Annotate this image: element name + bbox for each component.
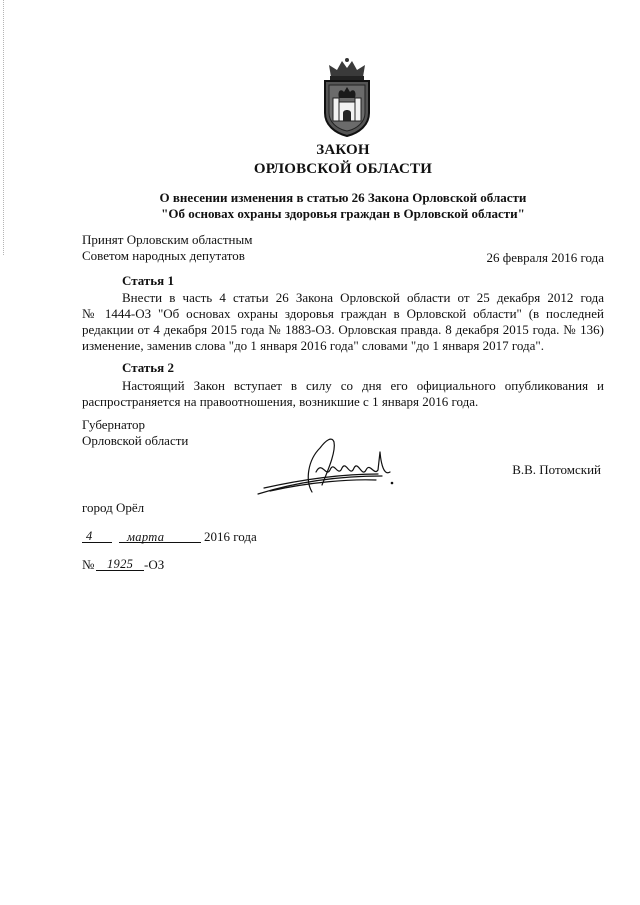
handwritten-signature — [250, 430, 400, 500]
article-1-line: редакции от 4 декабря 2015 года № 1883-ОЗ. Орловская правда. 8 декабря 2015 года. № 136) — [82, 322, 604, 337]
signatory-title-line1: Губернатор — [82, 417, 145, 432]
law-region: ОРЛОВСКОЙ ОБЛАСТИ — [253, 161, 433, 177]
law-number: 1925 — [107, 557, 134, 571]
signing-day: 4 — [86, 529, 93, 543]
law-subtitle-line2: "Об основах охраны здоровья граждан в Орловской области" — [161, 206, 525, 221]
law-number-prefix: № — [82, 557, 95, 572]
scan-edge-artifact — [3, 0, 4, 255]
signing-year: 2016 года — [204, 529, 257, 544]
article-1-line: изменение, заменив слова "до 1 января 2016 года" словами "до 1 января 2017 года". — [82, 338, 544, 353]
adoption-date: 26 февраля 2016 года — [486, 250, 604, 265]
article-1-heading: Статья 1 — [122, 273, 174, 288]
article-1-line: № 1444-ОЗ "Об основах охраны здоровья граждан в Орловской области" (в последней — [82, 306, 604, 321]
signatory-title-line2: Орловской области — [82, 433, 189, 448]
article-1-line: Внести в часть 4 статьи 26 Закона Орловской области от 25 декабря 2012 года — [122, 290, 604, 305]
adopted-by-line1: Принят Орловским областным — [82, 232, 253, 247]
article-2-heading: Статья 2 — [122, 360, 174, 375]
signing-place: город Орёл — [82, 500, 145, 515]
article-2-line: распространяется на правоотношения, возникшие с 1 января 2016 года. — [82, 394, 479, 409]
adopted-by-line2: Советом народных депутатов — [82, 248, 245, 263]
law-subtitle-line1: О внесении изменения в статью 26 Закона Орловской области — [159, 190, 527, 205]
signatory-name: В.В. Потомский — [512, 462, 601, 477]
law-title: ЗАКОН — [316, 142, 370, 158]
signing-month: марта — [127, 530, 165, 544]
coat-of-arms-icon — [317, 57, 377, 137]
article-2-line: Настоящий Закон вступает в силу со дня его официального опубликования и — [122, 378, 604, 393]
law-number-suffix: -ОЗ — [144, 557, 165, 572]
